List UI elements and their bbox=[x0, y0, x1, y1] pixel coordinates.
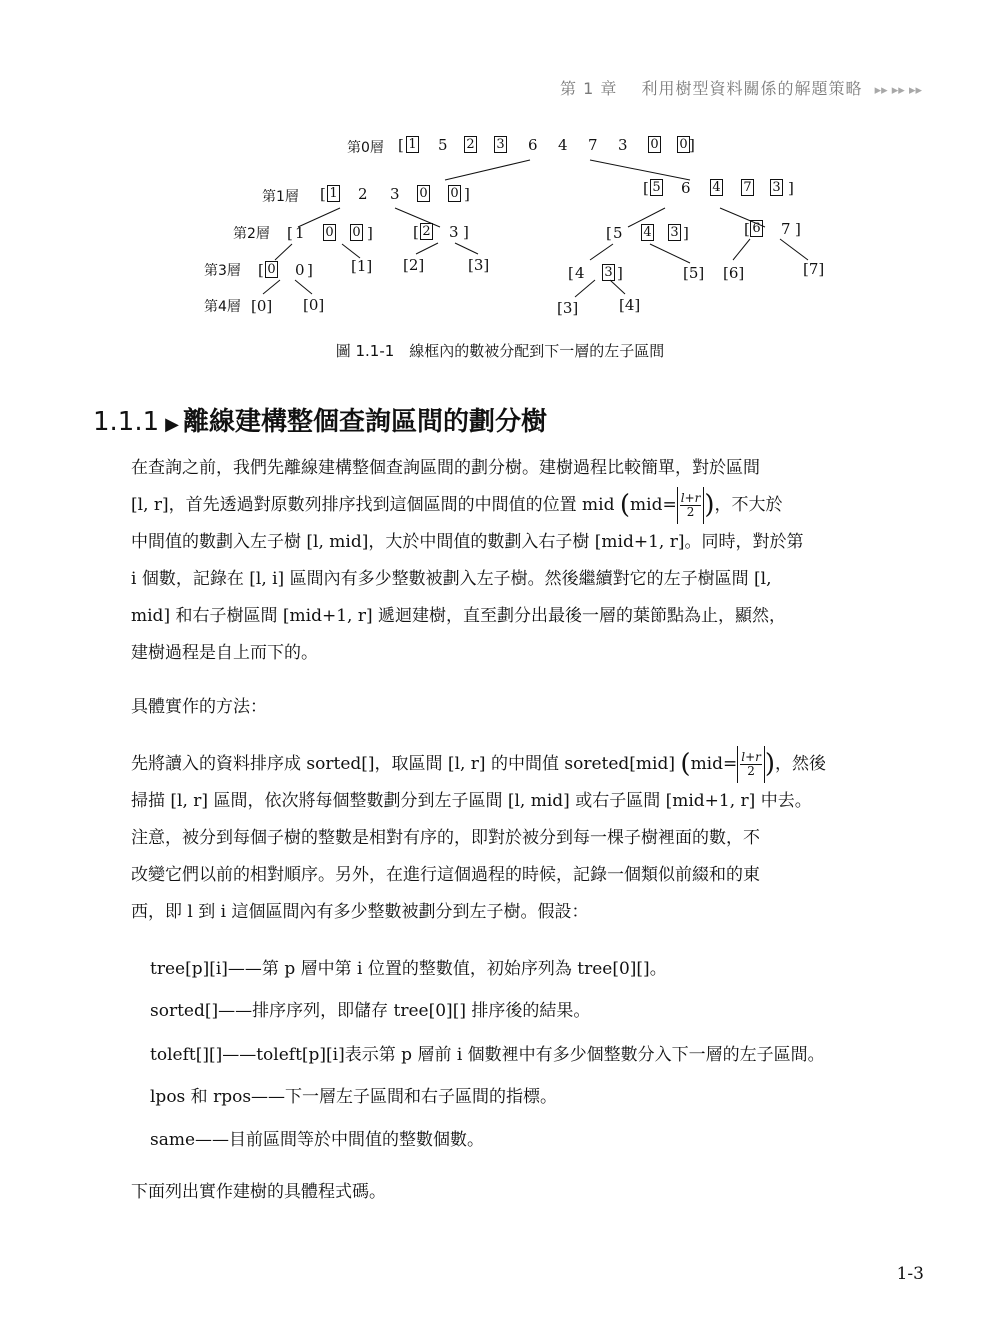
boxed-value: 3 bbox=[494, 136, 507, 153]
node-token: 4 bbox=[558, 136, 568, 154]
boxed-value: 2 bbox=[464, 136, 477, 153]
p3-line-1 bbox=[131, 746, 901, 783]
level-2-label: 第2層 bbox=[233, 226, 270, 242]
boxed-value: 4 bbox=[641, 224, 654, 241]
node-token: 2 bbox=[358, 185, 368, 203]
node-token: [3] bbox=[468, 256, 490, 274]
section-heading bbox=[93, 401, 547, 438]
boxed-value: 0 bbox=[448, 185, 461, 202]
p3-line-1-tail: ，然後 bbox=[775, 754, 827, 774]
p1-line-4: i 個數，記錄在 [l, i] 區間內有多少整數被劃入左子樹。然後繼續對它的左子樹區間 [l, bbox=[131, 569, 772, 589]
boxed-value: 0 bbox=[648, 136, 661, 153]
node-token: [6] bbox=[723, 264, 745, 282]
node-token: 3 bbox=[390, 185, 400, 203]
boxed-value: 7 bbox=[741, 179, 754, 196]
p3-line-3: 注意，被分到每個子樹的整數是相對有序的，即對於被分到每一棵子樹裡面的數，不 bbox=[131, 828, 760, 848]
boxed-value: 0 bbox=[350, 224, 363, 241]
node-token: ] bbox=[464, 185, 470, 203]
node-token: [ bbox=[287, 224, 293, 242]
node-token: 7 bbox=[781, 220, 791, 238]
node-token: ] bbox=[367, 224, 373, 242]
boxed-value: 0 bbox=[323, 224, 336, 241]
p3-line-1-text: 先將讀入的資料排序成 sorted[]，取區間 [l, r] 的中間值 soreted[mid] bbox=[131, 754, 675, 774]
p1-line-2-text: [l, r]，首先透過對原數列排序找到這個區間的中間值的位置 mid bbox=[131, 495, 615, 515]
p3-line-5: 西，即 l 到 i 這個區間內有多少整數被劃分到左子樹。假設： bbox=[131, 902, 589, 922]
node-token: [ bbox=[413, 223, 419, 241]
p1-close-paren: ) bbox=[704, 490, 715, 520]
node-token: [0] bbox=[251, 297, 273, 315]
p1-floor-fraction bbox=[677, 487, 705, 524]
figure-caption: 圖 1.1-1 線框內的數被分配到下一層的左子區間 bbox=[335, 342, 665, 360]
p3-open-paren: ( bbox=[680, 749, 691, 779]
p1-line-5: mid] 和右子樹區間 [mid+1, r] 遞迴建樹，直至劃分出最後一層的葉節點為止，顯然， bbox=[131, 606, 786, 626]
node-token: [ bbox=[643, 179, 649, 197]
paragraph-1 bbox=[131, 450, 901, 672]
node-token: [5] bbox=[683, 264, 705, 282]
boxed-value: 1 bbox=[327, 185, 340, 202]
node-token: [1] bbox=[351, 257, 373, 275]
page-number: 1-3 bbox=[896, 1264, 924, 1284]
level-1-label: 第1層 bbox=[262, 189, 299, 205]
boxed-value: 3 bbox=[668, 224, 681, 241]
boxed-value: 4 bbox=[710, 179, 723, 196]
definition-toleft: toleft[][]——toleft[p][i]表示第 p 層前 i 個數裡中有多少個整數分入下一層的左子區間。 bbox=[150, 1045, 825, 1065]
node-token: 3 bbox=[618, 136, 628, 154]
level-3-label: 第3層 bbox=[204, 263, 241, 279]
definition-same: same——目前區間等於中間值的整數個數。 bbox=[150, 1130, 485, 1150]
node-token: [ bbox=[568, 264, 574, 282]
boxed-value: 3 bbox=[602, 264, 615, 281]
section-title: 離線建構整個查詢區間的劃分樹 bbox=[183, 407, 548, 437]
node-token: ] bbox=[617, 264, 623, 282]
node-token: ] bbox=[683, 224, 689, 242]
p1-line-3: 中間值的數劃入左子樹 [l, mid]，大於中間值的數劃入右子樹 [mid+1, r]。同時，對於第 bbox=[131, 532, 804, 552]
p1-line-1: 在查詢之前，我們先離線建構整個查詢區間的劃分樹。建樹過程比較簡單，對於區間 bbox=[131, 458, 760, 478]
boxed-value: 1 bbox=[406, 136, 419, 153]
p1-frac-numerator: l+r bbox=[680, 491, 701, 505]
node-token: 3 bbox=[449, 223, 459, 241]
level-4-label: 第4層 bbox=[204, 299, 241, 315]
chapter-label: 第 1 章 bbox=[560, 79, 618, 98]
node-token: [2] bbox=[403, 256, 425, 274]
running-header bbox=[560, 76, 922, 99]
node-token: [0] bbox=[303, 296, 325, 314]
p1-mid-eq: mid= bbox=[630, 495, 677, 515]
boxed-value: 0 bbox=[677, 136, 690, 153]
p1-line-2 bbox=[131, 487, 901, 524]
level-0-label: 第0層 bbox=[347, 140, 384, 156]
node-token: [7] bbox=[803, 260, 825, 278]
node-token: [ bbox=[258, 261, 264, 279]
node-token: [ bbox=[744, 220, 750, 238]
node-token: 0 bbox=[295, 261, 305, 279]
node-token: [4] bbox=[619, 296, 641, 314]
p1-line-6: 建樹過程是自上而下的。 bbox=[131, 643, 318, 663]
p3-floor-fraction bbox=[737, 746, 765, 783]
boxed-value: 3 bbox=[770, 179, 783, 196]
paragraph-4: 下面列出實作建樹的具體程式碼。 bbox=[131, 1182, 386, 1202]
definition-tree: tree[p][i]——第 p 層中第 i 位置的整數值，初始序列為 tree[0][]。 bbox=[150, 959, 667, 979]
section-marker-icon: ▶ bbox=[165, 414, 179, 435]
node-token: [ bbox=[320, 185, 326, 203]
paragraph-3 bbox=[131, 746, 901, 931]
node-token: ] bbox=[463, 223, 469, 241]
header-arrows-icon: ▸▸ ▸▸ ▸▸ bbox=[874, 83, 922, 98]
boxed-value: 2 bbox=[420, 223, 433, 240]
p3-line-4: 改變它們以前的相對順序。另外，在進行這個過程的時候，記錄一個類似前綴和的東 bbox=[131, 865, 760, 885]
node-token: 7 bbox=[588, 136, 598, 154]
node-token: ] bbox=[689, 136, 695, 154]
node-token: ] bbox=[788, 179, 794, 197]
p3-frac-numerator: l+r bbox=[741, 750, 761, 764]
boxed-value: 6 bbox=[750, 220, 763, 237]
section-number: 1.1.1 bbox=[93, 407, 160, 437]
node-token: [ bbox=[398, 136, 404, 154]
p3-close-paren: ) bbox=[764, 749, 776, 779]
node-token: 5 bbox=[438, 136, 448, 154]
node-token: [3] bbox=[557, 299, 579, 317]
node-token: 6 bbox=[681, 179, 691, 197]
boxed-value: 5 bbox=[650, 179, 663, 196]
boxed-value: 0 bbox=[417, 185, 430, 202]
node-token: [ bbox=[606, 224, 612, 242]
node-token: ] bbox=[795, 220, 801, 238]
p3-frac-denominator: 2 bbox=[747, 764, 755, 778]
node-token: 4 bbox=[575, 264, 585, 282]
definition-lpos-rpos: lpos 和 rpos——下一層左子區間和右子區間的指標。 bbox=[150, 1087, 558, 1107]
p1-frac-denominator: 2 bbox=[686, 505, 695, 519]
partition-tree-figure bbox=[0, 120, 1000, 320]
p1-open-paren: ( bbox=[619, 490, 631, 520]
p3-mid-eq: mid= bbox=[690, 754, 738, 774]
paragraph-2: 具體實作的方法： bbox=[131, 697, 267, 717]
node-token: 1 bbox=[295, 224, 305, 242]
boxed-value: 0 bbox=[265, 261, 278, 278]
definition-sorted: sorted[]——排序序列，即儲存 tree[0][] 排序後的結果。 bbox=[150, 1001, 591, 1021]
node-token: 6 bbox=[528, 136, 538, 154]
chapter-title: 利用樹型資料關係的解題策略 bbox=[641, 79, 863, 98]
p3-line-2: 掃描 [l, r] 區間，依次將每個整數劃分到左子區間 [l, mid] 或右子區間 [mid+1, r] 中去。 bbox=[131, 791, 812, 811]
node-token: 5 bbox=[613, 224, 623, 242]
p1-line-2-tail: ，不大於 bbox=[714, 495, 783, 515]
node-token: ] bbox=[307, 261, 313, 279]
